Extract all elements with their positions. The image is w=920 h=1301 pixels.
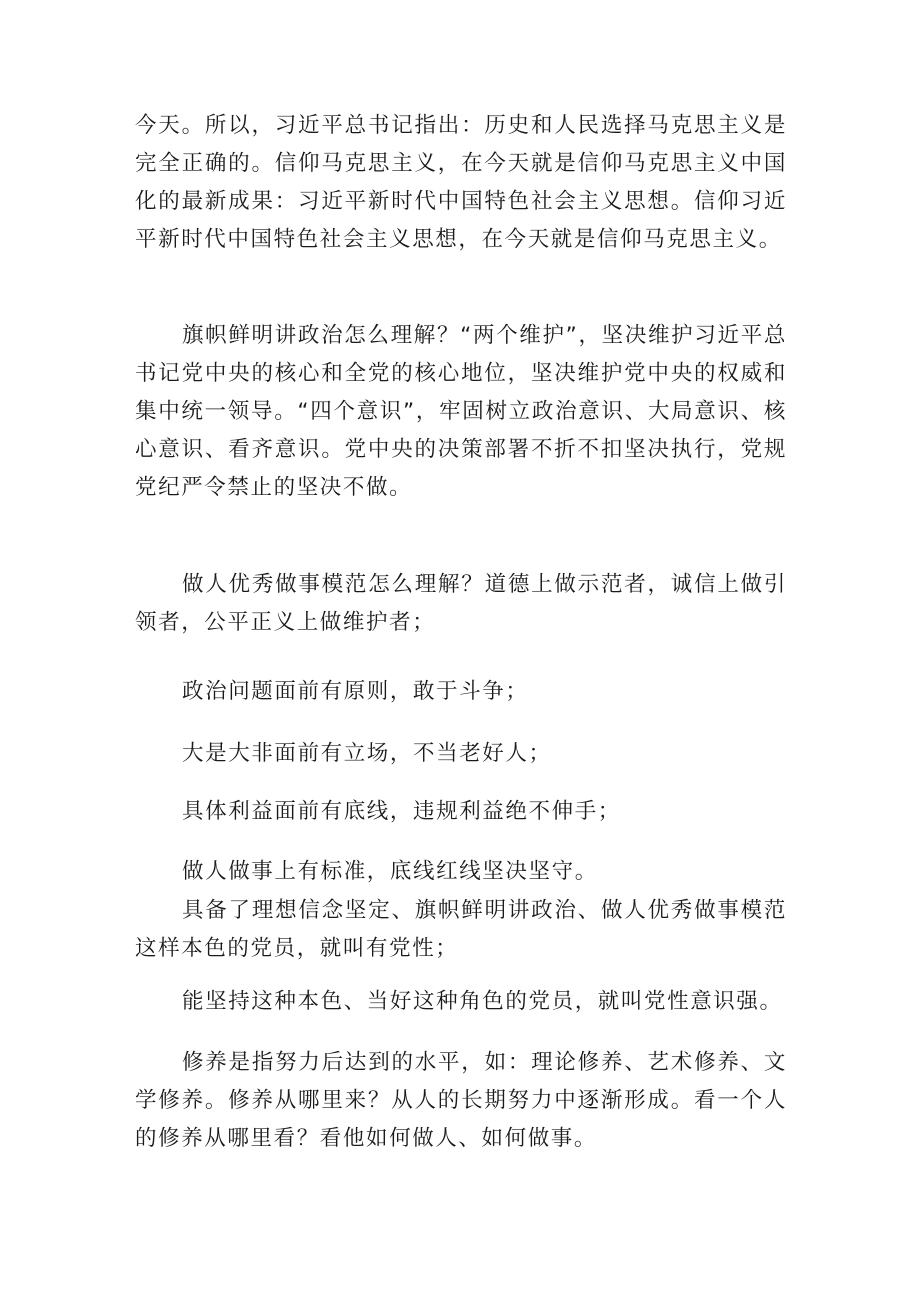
paragraph-5: 大是大非面前有立场，不当老好人；	[182, 741, 552, 766]
paragraph-9: 能坚持这种本色、当好这种角色的党员，就叫党性意识强。	[182, 989, 783, 1014]
paragraph-3: 做人优秀做事模范怎么理解？道德上做示范者，诚信上做引领者，公平正义上做维护者；	[135, 572, 787, 635]
paragraph-6: 具体利益面前有底线，违规利益绝不伸手；	[182, 799, 621, 824]
paragraph-1: 今天。所以，习近平总书记指出：历史和人民选择马克思主义是完全正确的。信仰马克思主义，在今天就是信仰马克思主义中国化的最新成果：习近平新时代中国特色社会主义思想。信仰习近平新时代中国特色社会主义思想，在今天就是信仰马克思主义。	[135, 113, 787, 252]
paragraph-7: 做人做事上有标准，底线红线坚决坚守。	[182, 859, 598, 884]
paragraph-2: 旗帜鲜明讲政治怎么理解？“两个维护”，坚决维护习近平总书记党中央的核心和全党的核心地位，坚决维护党中央的权威和集中统一领导。“四个意识”，牢固树立政治意识、大局意识、核心意识、看齐意识。党中央的决策部署不折不扣坚决执行，党规党纪严令禁止的坚决不做。	[135, 323, 787, 500]
paragraph-10: 修养是指努力后达到的水平，如：理论修养、艺术修养、文学修养。修养从哪里来？从人的长期努力中逐渐形成。看一个人的修养从哪里看？看他如何做人、如何做事。	[135, 1050, 787, 1151]
paragraph-8: 具备了理想信念坚定、旗帜鲜明讲政治、做人优秀做事模范这样本色的党员，就叫有党性；	[135, 898, 787, 961]
paragraph-4: 政治问题面前有原则，敢于斗争；	[182, 679, 529, 704]
